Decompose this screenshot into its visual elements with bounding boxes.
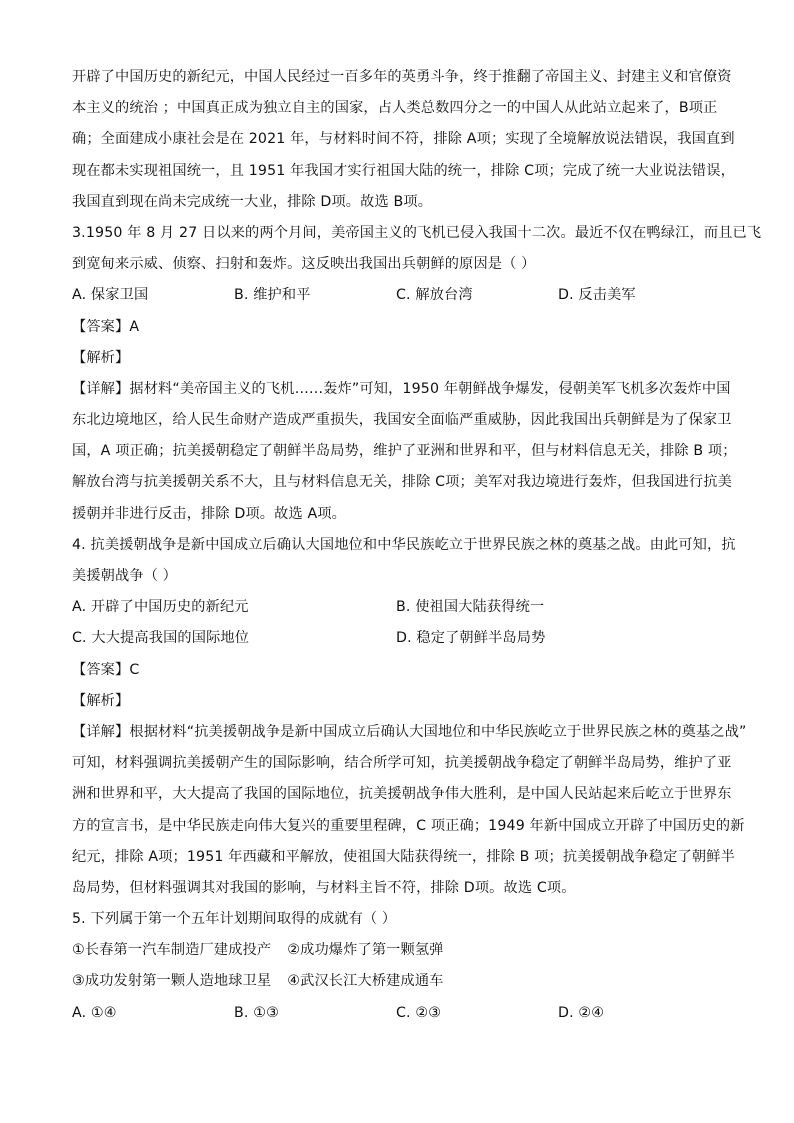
item-2: ②成功爆炸了第一颗氢弹 bbox=[287, 942, 444, 959]
question-4-stem: 美援朝战争（ ） bbox=[72, 568, 178, 584]
question-3-stem: 3.1950 年 8 月 27 日以来的两个月间，美帝国主义的飞机已侵入我国十二次。最近不仅在鸭绿江，而且已飞 bbox=[72, 224, 762, 241]
answer-line bbox=[72, 312, 724, 343]
paragraph-line: 开辟了中国历史的新纪元，中国人民经过一百多年的英勇斗争，终于推翻了帝国主义、封建主义和官僚资 bbox=[72, 69, 732, 85]
option-b: B. ①③ bbox=[234, 1004, 279, 1021]
detail-line bbox=[72, 374, 731, 405]
question-3-stem: 到宽甸来示威、侦察、扫射和轰炸。这反映出我国出兵朝鲜的原因是（ ） bbox=[72, 256, 536, 273]
paragraph-line: 现在都未实现祖国统一，且 1951 年我国才实行祖国大陆的统一，排除 C项；完成了统一大业说法错误， bbox=[72, 162, 735, 179]
option-c: C. 解放台湾 bbox=[396, 287, 473, 304]
paragraph-line: 本主义的统治 ；中国真正成为独立自主的国家，占人类总数四分之一的中国人从此站立起来了，B项正 bbox=[72, 100, 718, 117]
detail-line: 东北边境地区，给人民生命财产造成严重损失，我国安全面临严重威胁，因此我国出兵朝鲜是为了保家卫 bbox=[72, 412, 732, 429]
option-a: A. ①④ bbox=[72, 1004, 117, 1021]
detail-line: 方的宣言书，是中华民族走向伟大复兴的重要里程碑，C 项正确；1949 年新中国成立开辟了中国历史的新 bbox=[72, 817, 745, 834]
detail-text: 根据材料“抗美援朝战争是新中国成立后确认大国地位和中华民族屹立于世界民族之林的奠基之战” bbox=[129, 723, 747, 740]
answer-label: 【答案】 bbox=[72, 318, 130, 335]
question-5-stem: 5. 下列属于第一个五年计划期间取得的成就有（ ） bbox=[72, 911, 397, 928]
item-4: ④武汉长江大桥建成通车 bbox=[287, 973, 444, 990]
detail-line: 岛局势，但材料强调其对我国的影响，与材料主旨不符，排除 D项。故选 C项。 bbox=[72, 879, 576, 896]
question-5-items bbox=[72, 935, 724, 966]
question-4-options bbox=[72, 592, 724, 623]
detail-line: 援朝并非进行反击，排除 D项。故选 A项。 bbox=[72, 505, 346, 522]
option-b: B. 维护和平 bbox=[234, 287, 311, 304]
detail-label: 【详解】 bbox=[72, 723, 130, 740]
option-a: A. 保家卫国 bbox=[72, 287, 149, 304]
detail-line: 可知，材料强调抗美援朝产生的国际影响，结合所学可知，抗美援朝战争稳定了朝鲜半岛局势，维护了亚 bbox=[72, 755, 732, 772]
option-c: C. ②③ bbox=[396, 1004, 442, 1021]
detail-line: 纪元，排除 A项；1951 年西藏和平解放，使祖国大陆获得统一，排除 B 项；抗美援朝战争稳定了朝鲜半 bbox=[72, 848, 735, 865]
answer-value: C bbox=[129, 661, 140, 678]
exam-page bbox=[72, 62, 762, 1029]
option-a: A. 开辟了中国历史的新纪元 bbox=[72, 599, 249, 616]
item-3: ③成功发射第一颗人造地球卫星 bbox=[72, 973, 272, 990]
detail-line: 解放台湾与抗美援朝关系不大，且与材料信息无关，排除 C项；美军对我边境进行轰炸，但我国进行抗美 bbox=[72, 474, 732, 491]
question-5-options bbox=[72, 998, 724, 1029]
detail-line: 国，A 项正确；抗美援朝稳定了朝鲜半岛局势，维护了亚洲和世界和平，但与材料信息无关，排除 B 项； bbox=[72, 443, 737, 460]
option-d: D. 反击美军 bbox=[558, 287, 636, 304]
answer-label: 【答案】 bbox=[72, 661, 130, 678]
item-1: ①长春第一汽车制造厂建成投产 bbox=[72, 942, 272, 959]
detail-label: 【详解】 bbox=[72, 380, 130, 397]
question-5-items bbox=[72, 966, 724, 997]
option-b: B. 使祖国大陆获得统一 bbox=[396, 599, 545, 616]
analysis-label: 【解析】 bbox=[72, 349, 130, 366]
option-c: C. 大大提高我国的国际地位 bbox=[72, 630, 250, 647]
option-d: D. ②④ bbox=[558, 1004, 605, 1021]
question-3-options bbox=[72, 280, 724, 311]
paragraph-line: 我国直到现在尚未完成统一大业，排除 D项。故选 B项。 bbox=[72, 193, 433, 210]
analysis-label: 【解析】 bbox=[72, 692, 130, 709]
question-4-stem: 4. 抗美援朝战争是新中国成立后确认大国地位和中华民族屹立于世界民族之林的奠基之战。由此可知，抗 bbox=[72, 536, 736, 553]
answer-line bbox=[72, 655, 724, 686]
option-d: D. 稳定了朝鲜半岛局势 bbox=[396, 630, 546, 647]
paragraph-line: 确；全面建成小康社会是在 2021 年，与材料时间不符，排除 A项；实现了全境解放说法错误，我国直到 bbox=[72, 131, 735, 148]
detail-line: 洲和世界和平，大大提高了我国的国际地位，抗美援朝战争伟大胜利，是中国人民站起来后屹立于世界东 bbox=[72, 786, 732, 803]
detail-line bbox=[72, 717, 747, 748]
answer-value: A bbox=[129, 318, 140, 335]
question-4-options bbox=[72, 623, 724, 654]
detail-text: 据材料“美帝国主义的飞机……轰炸”可知，1950 年朝鲜战争爆发，侵朝美军飞机多次轰炸中国 bbox=[129, 380, 731, 397]
